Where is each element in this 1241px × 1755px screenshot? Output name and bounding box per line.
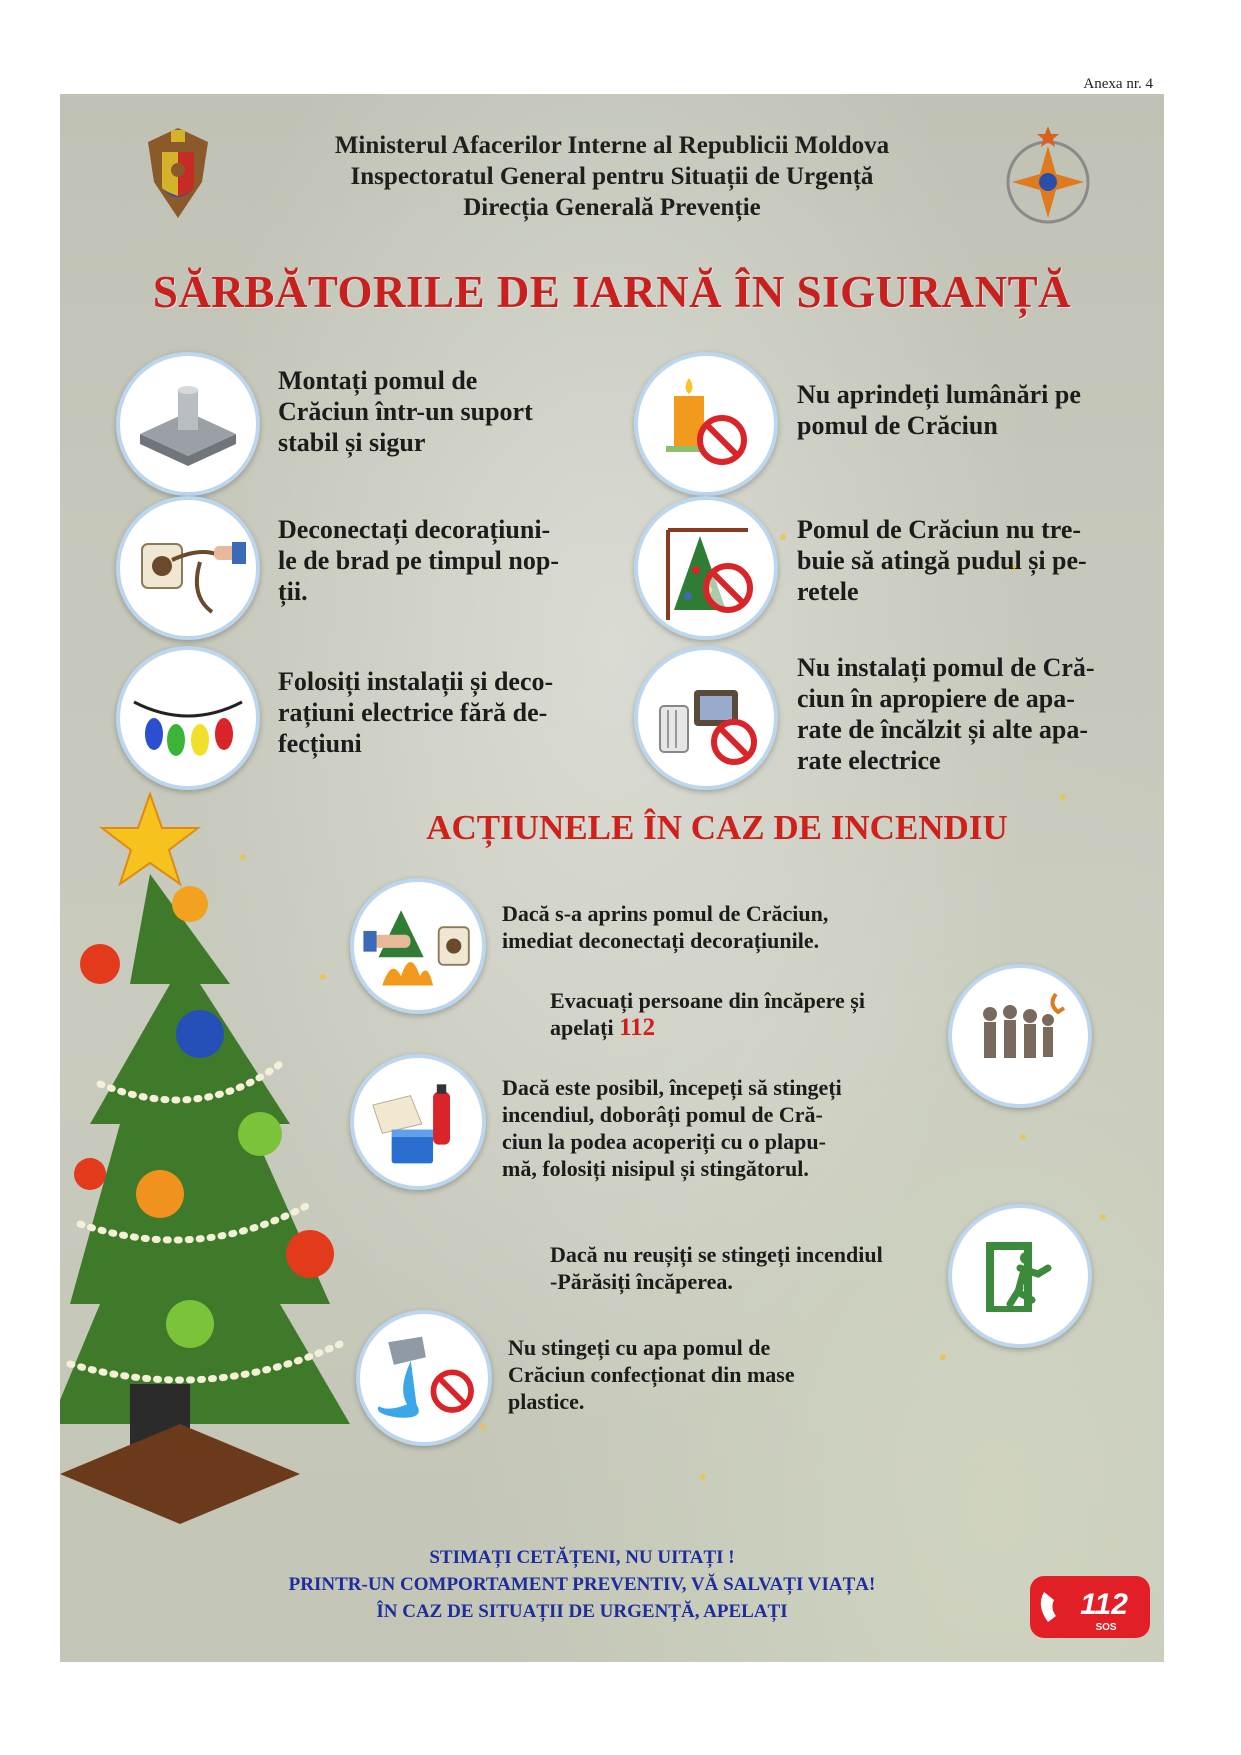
sparkle-decoration: [700, 1474, 706, 1480]
tree-wall-icon: [634, 496, 778, 640]
extinguisher-icon: [350, 1054, 486, 1190]
no-heater-icon: [634, 646, 778, 790]
no-water-icon: [356, 1310, 492, 1446]
action-extinguish: Dacă este posibil, începeți să stingeți incendiul, doborâți pomul de Cră- ciun la podea acoperiți cu o plapu- mă, folosiți nisipul și stingătorul.: [502, 1075, 842, 1181]
footer-line-1: STIMAȚI CETĂȚENI, NU UITAȚI !: [429, 1547, 735, 1568]
header-inspectorate: Inspectoratul General pentru Situații de Urgență: [350, 163, 874, 190]
footer-message: [60, 1544, 1164, 1625]
action-evacuate: Evacuați persoane din încăpere și apelați 112: [550, 988, 865, 1041]
evacuate-icon: [948, 964, 1092, 1108]
sparkle-decoration: [480, 1424, 486, 1430]
unplug-icon: [116, 496, 260, 640]
footer-line-2: PRINTR-UN COMPORTAMENT PREVENTIV, VĂ SALVAȚI VIAȚA!: [288, 1574, 876, 1595]
sparkle-decoration: [940, 1354, 946, 1360]
tip-no-heaters: Nu instalați pomul de Cră- ciun în apropiere de apa- rate de încălzit și alte apa- rate electrice: [797, 653, 1095, 775]
sparkle-decoration: [780, 534, 786, 540]
svg-text:112: 112: [1080, 1588, 1128, 1621]
annex-label: Anexa nr. 4: [1083, 76, 1153, 92]
tree-stand-icon: [116, 352, 260, 496]
action-no-water: Nu stingeți cu apa pomul de Crăciun confecționat din mase plastice.: [508, 1335, 795, 1414]
tip-unplug-night: Deconectați decorațiuni- le de brad pe timpul nop- ții.: [278, 515, 559, 606]
lights-icon: [116, 646, 260, 790]
tip-electrical-decorations: Folosiți instalații și deco- rațiuni electrice fără de- fecțiuni: [278, 667, 554, 758]
sparkle-decoration: [1060, 794, 1066, 800]
tip-tree-walls: Pomul de Crăciun nu tre- buie să atingă pudul și pe- retele: [797, 515, 1087, 606]
tip-tree-stand: Montați pomul de Crăciun într-un suport stabil și sigur: [278, 366, 533, 457]
page-title: SĂRBĂTORILE DE IARNĂ ÎN SIGURANȚĂ: [152, 267, 1072, 317]
christmas-tree-illustration: [60, 784, 350, 1544]
svg-text:SOS: SOS: [1095, 1622, 1117, 1633]
emergency-number: 112: [619, 1014, 656, 1041]
actions-title: ACȚIUNELE ÎN CAZ DE INCENDIU: [426, 808, 1008, 847]
header-directorate: Direcția Generală Prevenție: [463, 194, 761, 221]
sparkle-decoration: [1100, 1214, 1106, 1220]
action-unplug-decorations: Dacă s-a aprins pomul de Crăciun, imediat deconectați decorațiunile.: [502, 901, 829, 953]
tip-no-candles: Nu aprindeți lumânări pe pomul de Crăciun: [797, 380, 1081, 440]
action-leave-room: Dacă nu reușiți se stingeți incendiul -Părăsiți încăperea.: [550, 1242, 883, 1294]
exit-icon: [948, 1204, 1092, 1348]
header-ministry: Ministerul Afacerilor Interne al Republicii Moldova: [334, 132, 890, 159]
unplug-fire-icon: [350, 878, 486, 1014]
sos-112-badge-icon: [1028, 1574, 1152, 1640]
no-candle-icon: [634, 352, 778, 496]
organization-header: [60, 130, 1164, 223]
sparkle-decoration: [1020, 1134, 1026, 1140]
footer-line-3: ÎN CAZ DE SITUAȚII DE URGENȚĂ, APELAȚI: [376, 1601, 788, 1622]
poster: [60, 94, 1164, 1662]
